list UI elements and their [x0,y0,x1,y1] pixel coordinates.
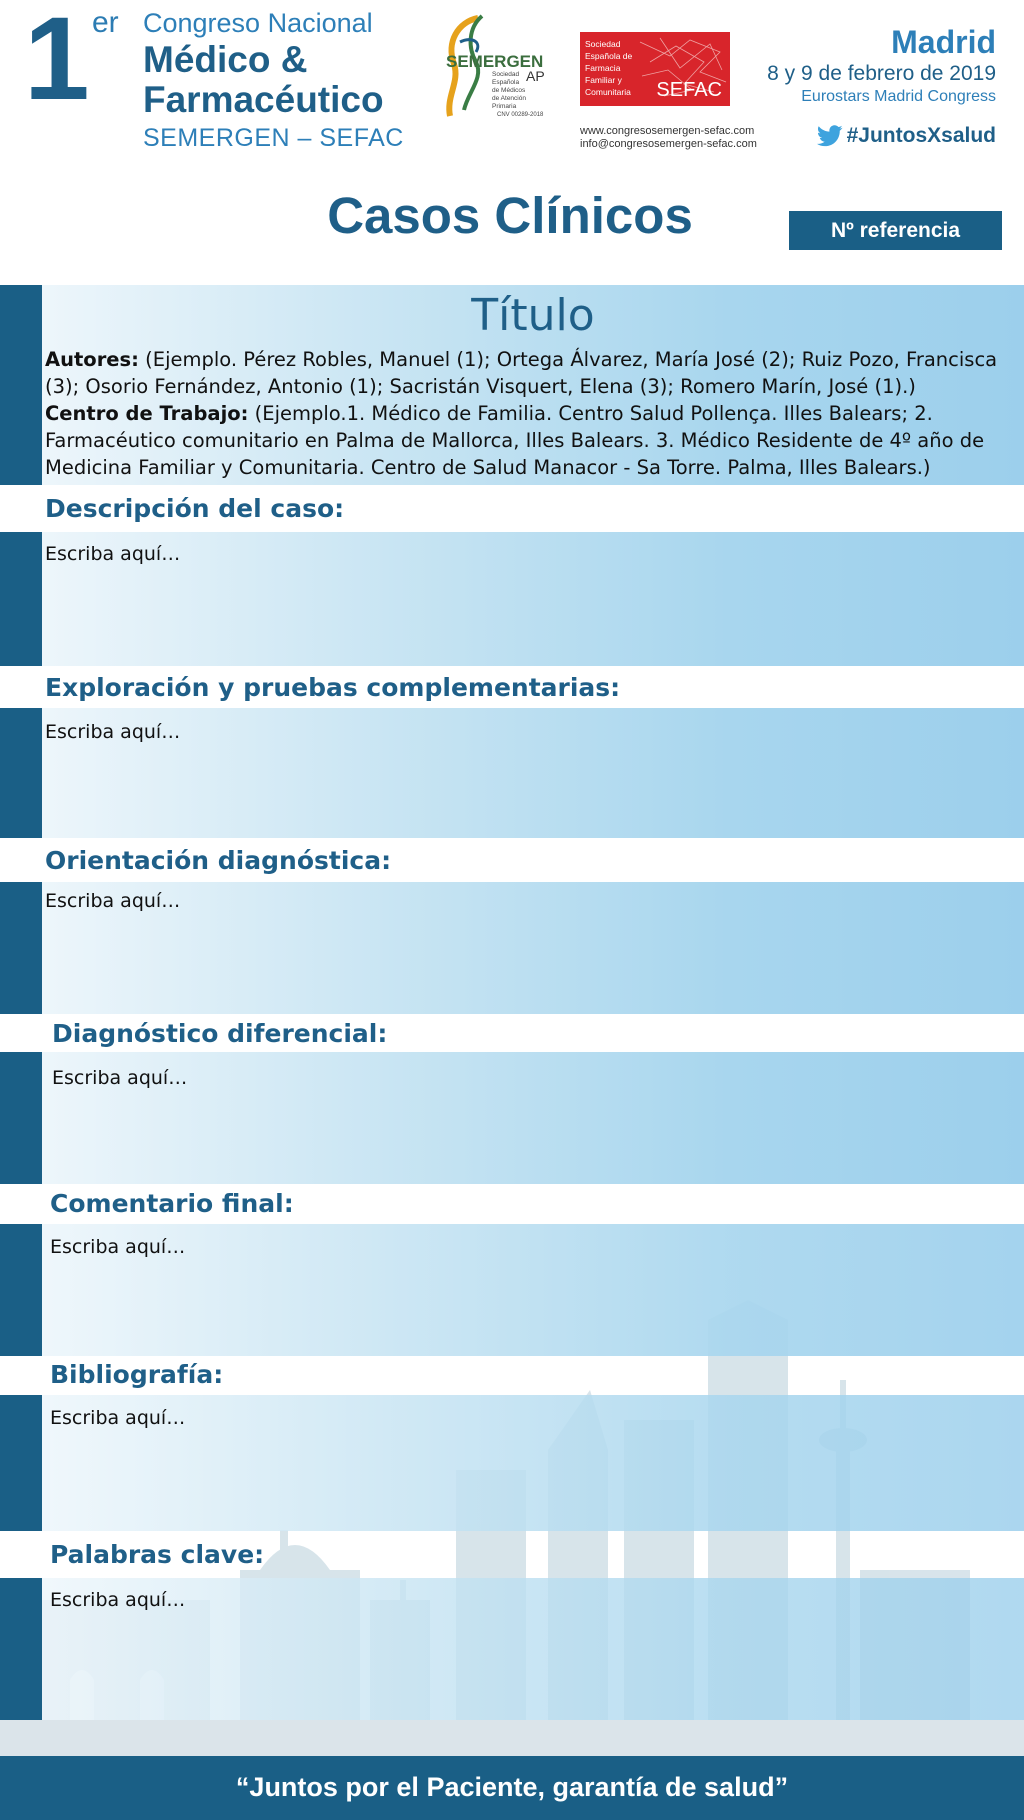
hashtag-text: #JuntosXsalud [846,124,996,147]
section-bar-palabras-clave [0,1578,42,1720]
section-title-orientacion: Orientación diagnóstica: [45,846,392,875]
section-title-exploracion: Exploración y pruebas complementarias: [45,673,621,702]
section-input-palabras-clave[interactable]: Escriba aquí… [50,1589,186,1611]
section-input-diferencial[interactable]: Escriba aquí… [52,1067,188,1089]
section-box-orientacion[interactable] [42,882,1024,1014]
section-title-descripcion: Descripción del caso: [45,494,345,523]
footer-strip [0,1720,1024,1756]
event-venue: Eurostars Madrid Congress [801,88,996,105]
section-input-orientacion[interactable]: Escriba aquí… [45,890,181,912]
twitter-bird-icon [817,125,843,147]
section-input-descripcion[interactable]: Escriba aquí… [45,543,181,565]
semergen-name: SEMERGEN [446,52,544,71]
semergen-suffix: AP [526,68,545,84]
title-side-bar [0,285,42,485]
section-box-diferencial[interactable] [42,1052,1024,1184]
reference-number-box[interactable]: Nº referencia [789,211,1002,250]
ordinal-suffix: er [92,6,119,39]
section-box-comentario[interactable] [42,1224,1024,1356]
email-link[interactable]: info@congresosemergen-sefac.com [580,138,757,150]
sefac-subtitle: Sociedad Española de Farmacia Familiar y Comunitaria [585,39,633,97]
semergen-code: CNV 00289-2018 [497,112,544,118]
workplace-text: (Ejemplo.1. Médico de Familia. Centro Salud Pollença. Illes Balears; 2. Farmacéutico comunitario en Palma de Mallorca, Illes Balears. 3. Médico Residente de 4º año de Medicina Familiar y Comunitaria. Centro de Salud Manacor - Sa Torre. Palma, Illes Balears.) [45,402,985,479]
authors-text: (Ejemplo. Pérez Robles, Manuel (1); Ortega Álvarez, María José (2); Ruiz Pozo, Francisca (3); Osorio Fernández, Antonio (1); Sacristán Visquert, Elena (3); Romero Marín, José (1).) [45,348,998,398]
authors-block[interactable] [45,346,1015,481]
event-dates: 8 y 9 de febrero de 2019 [767,62,996,85]
section-input-comentario[interactable]: Escriba aquí… [50,1236,186,1258]
section-box-bibliografia[interactable] [42,1395,1024,1531]
page-title-text: Casos Clínicos [327,187,693,244]
section-bar-orientacion [0,882,42,1014]
contact-links [580,125,757,151]
section-bar-comentario [0,1224,42,1356]
authors-label: Autores: [45,348,139,371]
section-bar-bibliografia [0,1395,42,1531]
congress-line-2: Médico & [143,39,308,80]
congress-line-4: SEMERGEN – SEFAC [143,124,404,152]
section-bar-diferencial [0,1052,42,1184]
section-bar-descripcion [0,532,42,666]
ordinal-number: 1 [24,0,86,125]
semergen-logo [438,12,568,124]
sefac-logo [580,32,730,106]
section-title-palabras-clave: Palabras clave: [50,1540,265,1569]
section-input-bibliografia[interactable]: Escriba aquí… [50,1407,186,1429]
city: Madrid [891,24,996,60]
hashtag [817,124,996,148]
footer-slogan: “Juntos por el Paciente, garantía de salud” [0,1756,1024,1820]
congress-line-3: Farmacéutico [143,79,384,120]
workplace-line [45,400,1015,481]
section-bar-exploracion [0,708,42,838]
section-box-palabras-clave[interactable] [42,1578,1024,1720]
section-box-descripcion[interactable] [42,532,1024,666]
congress-line-1: Congreso Nacional [143,8,373,38]
workplace-label: Centro de Trabajo: [45,402,249,425]
section-box-exploracion[interactable] [42,708,1024,838]
section-title-bibliografia: Bibliografía: [50,1360,224,1389]
abstract-title[interactable]: Título [471,290,595,341]
sefac-name: SEFAC [656,79,722,101]
semergen-subtitle: Sociedad Española de Médicos de Atención Primaria [492,71,526,110]
section-title-diferencial: Diagnóstico diferencial: [52,1019,388,1048]
section-input-exploracion[interactable]: Escriba aquí… [45,721,181,743]
section-title-comentario: Comentario final: [50,1189,294,1218]
authors-line [45,346,1015,400]
website-link[interactable]: www.congresosemergen-sefac.com [580,125,755,137]
